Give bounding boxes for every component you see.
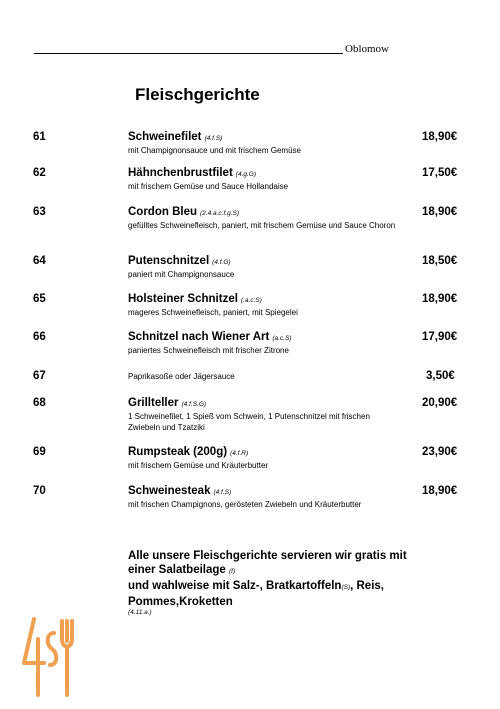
header-rule [34,53,343,54]
item-price: 18,90€ [422,485,458,497]
item-name: Hähnchenbrustfilet (4.g.G) [128,167,257,179]
allergen-code: (4.f.S.G) [181,401,207,408]
item-name: Cordon Bleu (2.4.a.c.f.g.S) [128,206,240,218]
item-price: 17,90€ [422,331,458,343]
item-description: gefülltes Schweinefleisch, paniert, mit frischem Gemüse und Sauce Choron [128,221,396,230]
item-number: 61 [33,131,46,143]
item-name: Schweinesteak (4.f.S) [128,485,232,497]
item-name: Putenschnitzel (4.f.G) [128,255,231,267]
allergen-code: (4.f.S) [213,489,232,496]
item-description: mageres Schweinefleisch, paniert, mit Spiegelei [128,308,298,317]
item-name: Schnitzel nach Wiener Art (a.c.S) [128,331,292,343]
allergen-code: (4.f.S) [204,135,223,142]
item-price: 20,90€ [422,397,458,409]
item-description: mit Champignonsauce und mit frischem Gemüse [128,146,301,155]
allergen-code: (2.4.a.c.f.g.S) [200,210,240,217]
item-price: 18,50€ [422,255,458,267]
footer-allergen-codes: (4.11.a.) [128,609,152,616]
item-name: Grillteller (4.f.S.G) [128,397,207,409]
allergen-code: (4.g.G) [235,171,257,178]
item-number: 69 [33,446,46,458]
restaurant-name: Oblomow [345,43,389,55]
item-description: Paprikasoße oder Jägersauce [128,372,235,381]
item-name: Schweinefilet (4.f.S) [128,131,223,143]
item-price: 23,90€ [422,446,458,458]
item-number: 64 [33,255,46,267]
item-number: 62 [33,167,46,179]
footer-note: Alle unsere Fleischgerichte servieren wir gratis mit einer Salatbeilage (f) und wahlweise mit Salz-, Bratkartoffeln(S), Reis, Pommes,Kroketten [128,550,407,608]
allergen-code: (4.f.R) [230,450,249,457]
item-number: 65 [33,293,46,305]
item-number: 66 [33,331,46,343]
item-number: 70 [33,485,46,497]
item-description: paniertes Schweinefleisch mit frischer Zitrone [128,346,289,355]
page-title: Fleischgerichte [135,85,260,104]
item-description: mit frischem Gemüse und Kräuterbutter [128,461,269,470]
allergen-code: (a.c.S) [272,335,292,342]
item-number: 63 [33,206,46,218]
item-description: mit frischem Gemüse und Sauce Hollandaise [128,182,289,191]
item-description: paniert mit Champignonsauce [128,270,235,279]
item-price: 18,90€ [422,293,458,305]
item-price: 18,90€ [422,131,458,143]
item-description: 1 Schweinefilet, 1 Spieß vom Schwein, 1 Putenschnitzel mit frischen Zwiebeln und Tzatziki [128,412,370,432]
item-description: mit frischen Champignons, gerösteten Zwiebeln und Kräuterbutter [128,500,362,509]
item-price: 3,50€ [426,370,455,382]
item-number: 67 [33,370,46,382]
item-name: Rumpsteak (200g) (4.f.R) [128,446,249,458]
allergen-code: (.a.c.S) [240,297,262,304]
item-price: 17,50€ [422,167,458,179]
item-name: Holsteiner Schnitzel (.a.c.S) [128,293,262,305]
item-price: 18,90€ [422,206,458,218]
item-number: 68 [33,397,46,409]
cutlery-logo-icon [20,615,82,699]
allergen-code: (4.f.G) [212,259,231,266]
